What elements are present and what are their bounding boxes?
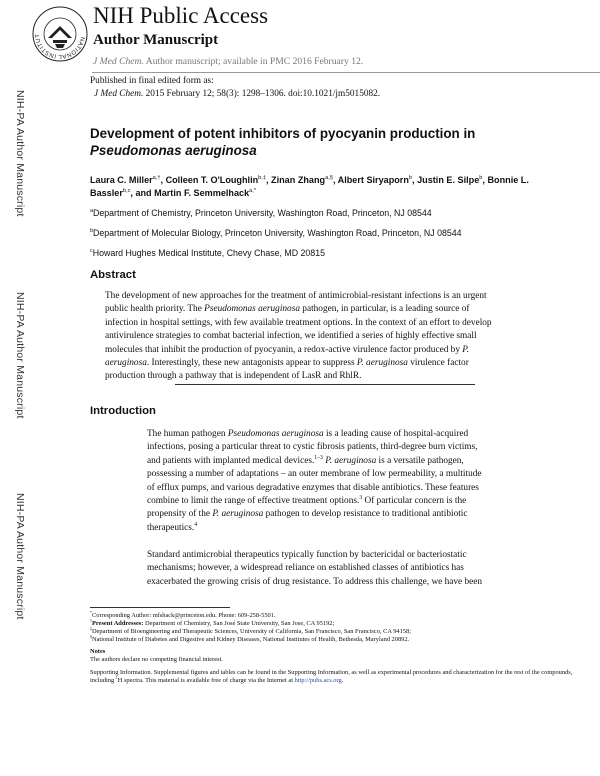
abstract-heading: Abstract [90, 269, 136, 281]
notes-heading: Notes [90, 648, 106, 656]
intro-text: The human pathogen [147, 429, 228, 439]
supp-text: H spectra. This material is available free of charge via the Internet at [117, 676, 295, 684]
abstract-text-part: virulence factor production through a pathway that is independent of LasR and RhlR. [105, 358, 469, 382]
footnote-label: Present Addresses: [91, 620, 144, 628]
affiliation-mark: b [90, 228, 94, 235]
affiliation-item [90, 207, 590, 219]
citation-ref[interactable]: 3 [359, 494, 363, 501]
footnotes [90, 609, 590, 685]
footnote-mark: * [90, 609, 92, 615]
abstract-divider [175, 384, 475, 385]
side-label-middle: NIH-PA Author Manuscript [14, 292, 26, 419]
author-affiliation-mark: b,‡ [258, 174, 266, 181]
supp-text: Supporting Information. Supplemental figures and tables can be found in the Supporting Information, as well as experimental procedures and characterization for the rest of the compounds, including [90, 668, 573, 684]
logo-ring-text: NATIONAL INSTITUT [34, 33, 85, 60]
introduction-paragraph-1 [147, 428, 487, 535]
supp-text: . [341, 676, 344, 684]
pub-info-line1: Published in final edited form as: [90, 76, 214, 86]
abstract-species: P. aeruginosa [105, 344, 470, 369]
abstract-text-part: pathogen, in particular, is a leading source of infection in hospital settings, with few available treatment options. In the context of an effort to develop antivirulence strategies to combat bacterial infection, we identified a series of highly effective small molecules that inhibit the production of pyocyanin, a redox-active virulence factor produced by [105, 304, 492, 355]
abstract-text [105, 290, 500, 384]
article-title-line2: Pseudomonas aeruginosa [90, 143, 257, 158]
author-name: Justin E. Silpe [417, 175, 480, 185]
author-affiliation-mark: b [408, 174, 413, 181]
citation-ref[interactable]: 4 [194, 521, 198, 528]
affiliation-text: Howard Hughes Medical Institute, Chevy Chase, MD 20815 [92, 248, 325, 258]
supp-sup: 1 [115, 674, 118, 680]
nih-logo [30, 4, 90, 64]
header-title: NIH Public Access [93, 3, 269, 28]
pub-info-journal: J Med Chem. [94, 89, 144, 99]
intro-species: Pseudomonas aeruginosa [227, 429, 324, 439]
footnote-divider [90, 607, 230, 608]
author-separator: , [482, 175, 488, 185]
affiliation-item [90, 227, 590, 239]
author-name: Zinan Zhang [271, 175, 326, 185]
author-separator: , [412, 175, 418, 185]
introduction-heading: Introduction [90, 405, 156, 417]
affiliation-text: Department of Chemistry, Princeton University, Washington Road, Princeton, NJ 08544 [93, 208, 432, 218]
citation-ref[interactable]: 1–3 [314, 454, 323, 461]
intro-species: P. aeruginosa [212, 509, 264, 520]
author-affiliation-mark: b,c [122, 187, 131, 194]
intro-text: is a leading cause of hospital-acquired infections, posing a particular threat to cystic fibrosis patients, third-degree burn victims, and patients with implanted medical devices. [147, 429, 478, 466]
supporting-info-link[interactable]: http://pubs.acs.org [294, 676, 342, 684]
author-name: Colleen T. O'Loughlin [165, 175, 259, 185]
side-label-top: NIH-PA Author Manuscript [14, 90, 26, 217]
author-name: Albert Siryaporn [337, 175, 409, 185]
author-separator: , [160, 175, 166, 185]
footnote-mark: † [90, 617, 92, 623]
availability-journal: J Med Chem. [93, 56, 144, 67]
abstract-text-part: . Interestingly, these new antagonists appear to suppress [146, 358, 357, 369]
affiliation-item [90, 247, 590, 259]
affiliation-mark: a [90, 208, 94, 215]
pub-info-citation-line [94, 88, 380, 100]
footnote-mark: § [90, 634, 92, 640]
intro-text: is a versatile pathogen, possessing a number of adaptations – an outer membrane of low permeability, a multitude of efflux pumps, and various degradative enzymes that disable antibiotics. These features combine to limit the range of effective treatment options. [147, 455, 482, 507]
notes-text: The authors declare no competing financial interest. [90, 656, 223, 664]
availability-line [93, 56, 363, 67]
header-divider [92, 72, 600, 73]
author-separator: , and [130, 188, 155, 198]
intro-text: pathogen to develop resistance to traditional antibiotic therapeutics. [147, 509, 468, 533]
author-separator: , [265, 175, 272, 185]
abstract-species: P. aeruginosa [356, 358, 408, 369]
footnote-text: National Institute of Diabetes and Digestive and Kidney Diseases, National Institutes of Health, Bethesda, Maryland 20892. [91, 636, 410, 644]
introduction-paragraph-2: Standard antimicrobial therapeutics typically function by bactericidal or bacteriostatic mechanisms; however, a widespread reliance on established classes of antibiotics has exacerbated the growing crisis of drug resistance. To address this challenge, we have been [147, 550, 483, 587]
author-list [90, 174, 535, 200]
availability-text: Author manuscript; available in PMC 2016 February 12. [145, 56, 364, 67]
pub-info-citation: 2015 February 12; 58(3): 1298–1306. doi:10.1021/jm5015082. [145, 89, 381, 99]
affiliation-text: Department of Molecular Biology, Princeton University, Washington Road, Princeton, NJ 08544 [93, 228, 462, 238]
side-label-bottom: NIH-PA Author Manuscript [14, 493, 26, 620]
author-affiliation-mark: a,† [152, 174, 161, 181]
author-affiliation-mark: b [479, 174, 483, 181]
author-name: Martin F. Semmelhack [154, 188, 250, 198]
footnote-corresponding [90, 609, 590, 620]
footnote-text: Corresponding Author: mfshack@princeton.edu. Phone: 609-258-5501. [91, 612, 276, 619]
affiliation-list [90, 207, 590, 267]
supporting-info [90, 669, 590, 685]
abstract-species: Pseudomonas aeruginosa [204, 304, 300, 315]
article-title-line1: Development of potent inhibitors of pyocyanin production in [90, 126, 476, 141]
intro-text: Of particular concern is the propensity of the [147, 496, 467, 520]
footnote-mark: ‡ [90, 626, 92, 632]
eagle-emblem-icon [48, 26, 72, 48]
footnote-text: Department of Bioengineering and Therapeutic Sciences, University of California, San Francisco, San Francisco, CA 94158; [91, 628, 411, 636]
footnote-text: Department of Chemistry, San José State University, San Jose, CA 95192; [143, 620, 335, 628]
header-subtitle: Author Manuscript [93, 32, 219, 48]
footnote-niddk [90, 636, 590, 644]
author-affiliation-mark: a,§ [325, 174, 333, 181]
article-title [90, 125, 590, 159]
footnote-present-address [90, 617, 590, 628]
affiliation-mark: c [90, 248, 93, 255]
author-name: Laura C. Miller [90, 175, 153, 185]
intro-species: P. aeruginosa [325, 455, 377, 466]
abstract-text-part: The development of new approaches for the treatment of antimicrobial-resistant infections is an urgent public health priority. The [105, 291, 487, 315]
author-affiliation-mark: a,* [249, 187, 257, 194]
author-separator: , [332, 175, 338, 185]
author-name: Bonnie L. Bassler [90, 175, 529, 198]
